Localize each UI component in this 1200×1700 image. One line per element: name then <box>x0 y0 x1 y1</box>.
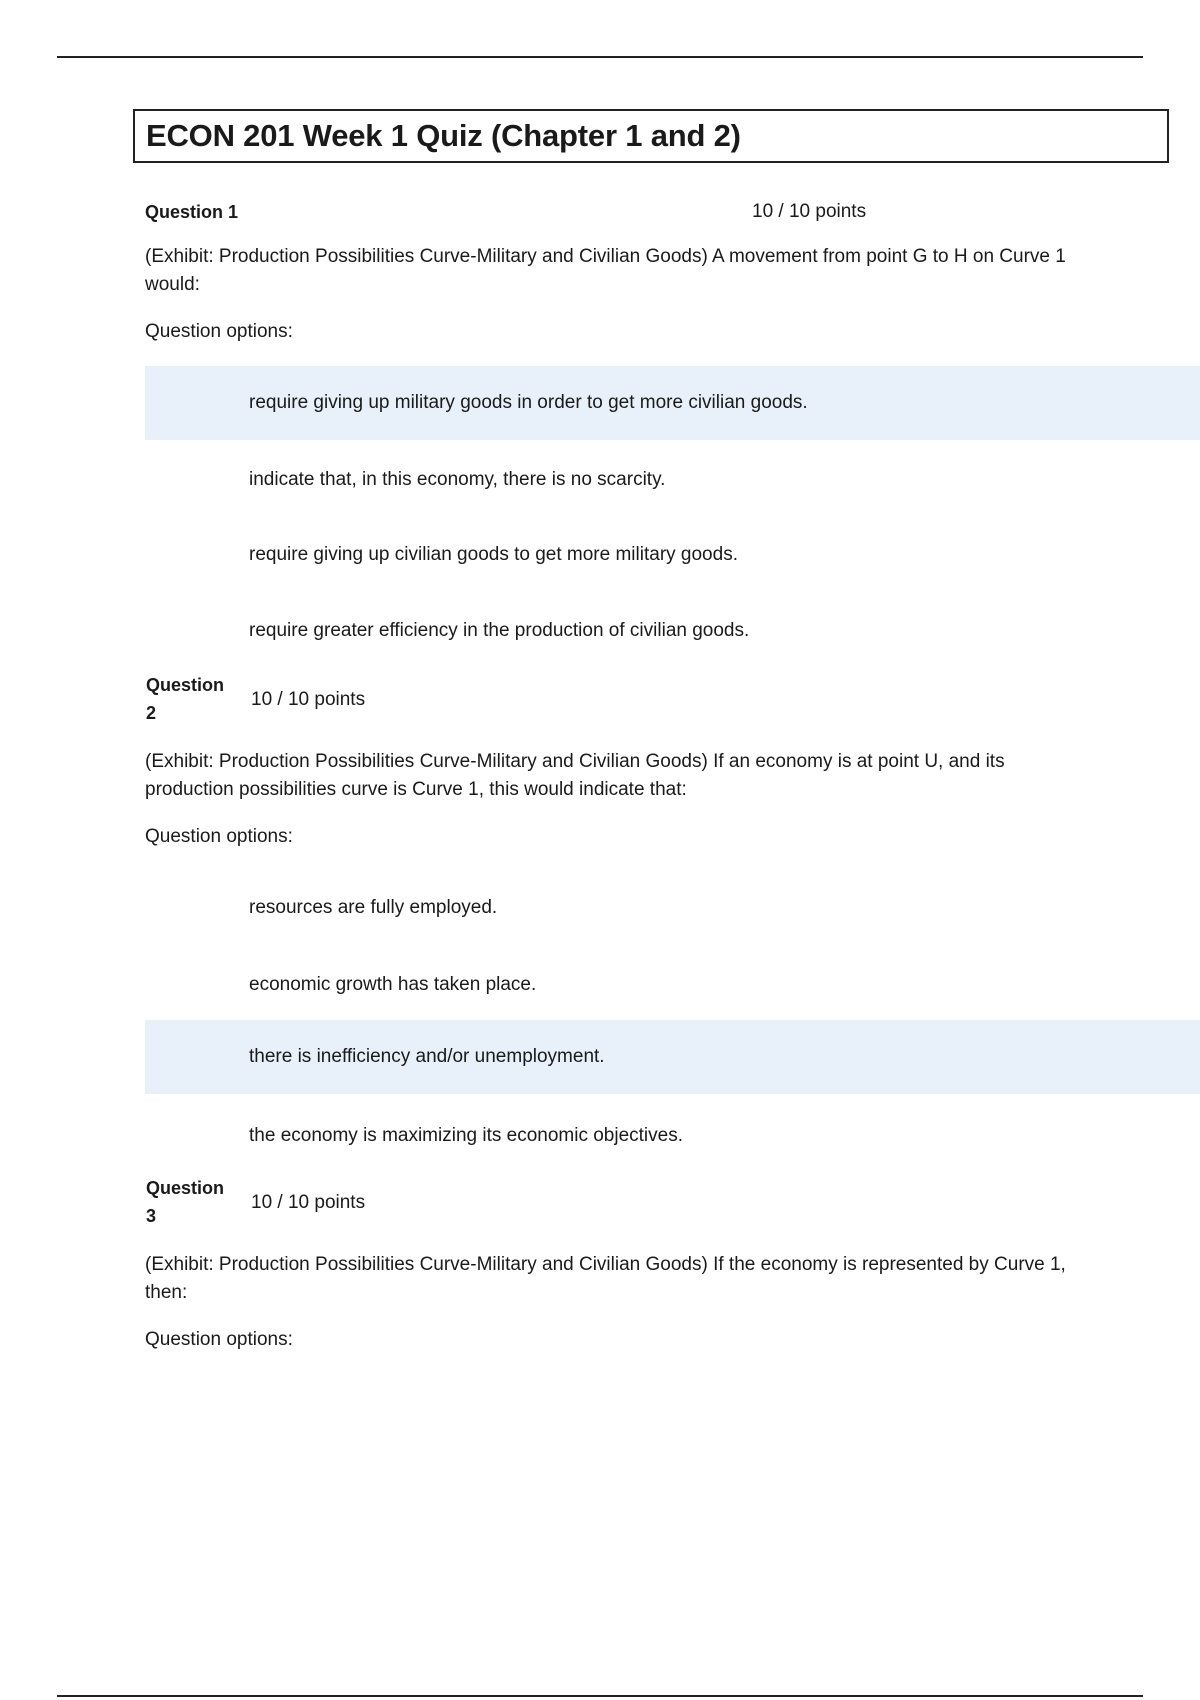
question-2-options-label: Question options: <box>145 826 293 847</box>
question-2-option-3[interactable] <box>145 1020 1200 1094</box>
option-text: there is inefficiency and/or unemployment. <box>249 1046 605 1067</box>
question-1-option-4[interactable] <box>145 594 1200 668</box>
question-2-label-line1: Question <box>146 675 225 695</box>
document-title: ECON 201 Week 1 Quiz (Chapter 1 and 2) <box>146 118 741 153</box>
question-3-label <box>146 1174 224 1230</box>
page-top-rule <box>57 56 1143 58</box>
option-text: require greater efficiency in the production of civilian goods. <box>249 620 750 641</box>
option-text: economic growth has taken place. <box>249 974 537 995</box>
option-text: indicate that, in this economy, there is no scarcity. <box>249 469 666 490</box>
question-3-text: (Exhibit: Production Possibilities Curve-Military and Civilian Goods) If the economy is represented by Curve 1, then: <box>145 1254 1066 1303</box>
question-2-label-line2: 2 <box>146 703 157 723</box>
title-box <box>133 109 1169 163</box>
question-2-points: 10 / 10 points <box>251 689 366 710</box>
option-text: the economy is maximizing its economic objectives. <box>249 1125 684 1146</box>
question-3-label-line2: 3 <box>146 1206 157 1226</box>
question-1-text: (Exhibit: Production Possibilities Curve-Military and Civilian Goods) A movement from point G to H on Curve 1 would: <box>145 246 1066 295</box>
question-2-label <box>146 671 224 727</box>
question-1-option-1[interactable] <box>145 366 1200 440</box>
question-1-options-label: Question options: <box>145 321 293 342</box>
question-2-option-1[interactable] <box>145 871 1200 945</box>
page-bottom-rule <box>57 1695 1143 1697</box>
question-2-option-2[interactable] <box>145 948 1200 1022</box>
question-3-options-label: Question options: <box>145 1329 293 1350</box>
question-1-points: 10 / 10 points <box>752 201 867 222</box>
option-text: require giving up military goods in order to get more civilian goods. <box>249 392 808 413</box>
question-2-option-4[interactable] <box>145 1099 1200 1173</box>
question-3-points: 10 / 10 points <box>251 1192 366 1213</box>
question-3-label-line1: Question <box>146 1178 225 1198</box>
option-text: resources are fully employed. <box>249 897 498 918</box>
question-1-label: Question 1 <box>145 202 239 222</box>
question-2-text: (Exhibit: Production Possibilities Curve-Military and Civilian Goods) If an economy is at point U, and its production possibilities curve is Curve 1, this would indicate that: <box>145 751 1005 800</box>
option-text: require giving up civilian goods to get more military goods. <box>249 544 738 565</box>
question-1-option-2[interactable] <box>145 443 1200 517</box>
question-1-option-3[interactable] <box>145 518 1200 592</box>
